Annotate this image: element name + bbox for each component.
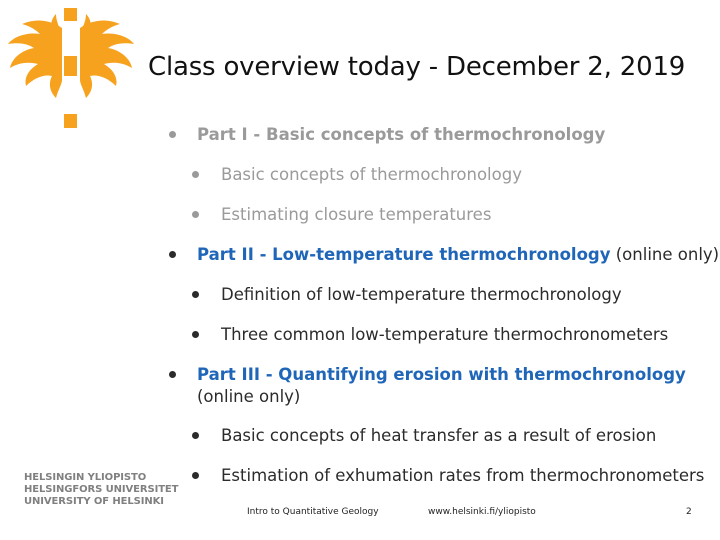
bullet-dot-icon <box>169 131 176 138</box>
bullet-dot-icon <box>169 371 176 378</box>
bullet-dot-icon <box>192 331 199 338</box>
part1-item: Estimating closure temperatures <box>221 205 492 224</box>
part2-line <box>197 245 719 264</box>
footer-url[interactable]: www.helsinki.fi/yliopisto <box>428 507 536 517</box>
university-name-en: UNIVERSITY OF HELSINKI <box>24 496 164 507</box>
part3-note: (online only) <box>197 387 301 406</box>
part2-heading: Part II - Low-temperature thermochronology <box>197 245 611 264</box>
footer-course: Intro to Quantitative Geology <box>247 507 379 517</box>
bullet-dot-icon <box>192 432 199 439</box>
part3-heading: Part III - Quantifying erosion with thermochronology <box>197 365 686 384</box>
university-name-sv: HELSINGFORS UNIVERSITET <box>24 484 179 495</box>
bullet-dot-icon <box>169 251 176 258</box>
bullet-dot-icon <box>192 472 199 479</box>
part3-item: Estimation of exhumation rates from thermochronometers <box>221 466 705 485</box>
part2-item: Definition of low-temperature thermochronology <box>221 285 622 304</box>
university-name-fi: HELSINGIN YLIOPISTO <box>24 472 147 483</box>
part1-heading: Part I - Basic concepts of thermochronology <box>197 125 606 144</box>
part2-note: (online only) <box>615 245 720 264</box>
bullet-dot-icon <box>192 211 199 218</box>
slide-title: Class overview today - December 2, 2019 <box>148 52 686 82</box>
bullet-dot-icon <box>192 291 199 298</box>
flame-logo-icon <box>6 6 138 130</box>
bullet-dot-icon <box>192 171 199 178</box>
part2-item: Three common low-temperature thermochronometers <box>221 325 669 344</box>
university-name <box>24 472 178 508</box>
part1-item: Basic concepts of thermochronology <box>221 165 522 184</box>
part3-item: Basic concepts of heat transfer as a result of erosion <box>221 426 657 445</box>
page-number: 2 <box>686 507 692 517</box>
